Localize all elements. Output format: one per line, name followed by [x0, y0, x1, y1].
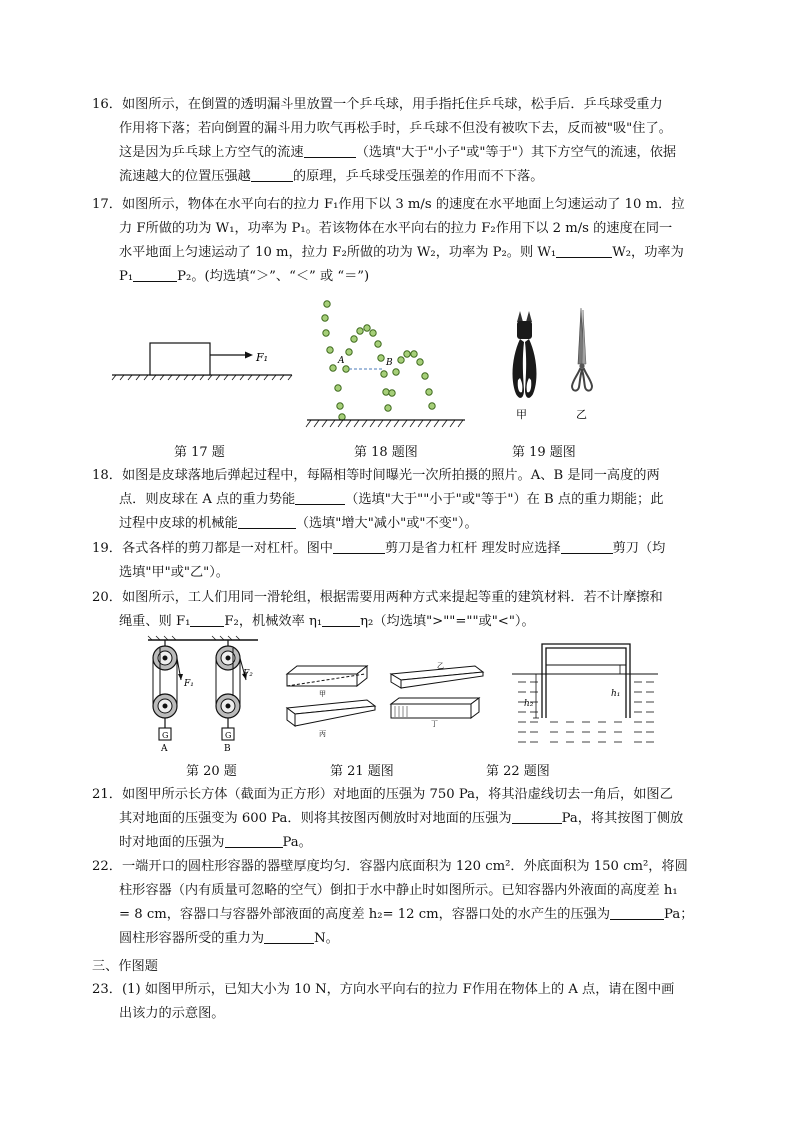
q17-line: P₁ P₂。(均选填“＞”、“＜” 或 “＝”) [92, 265, 704, 289]
q21-blank-1[interactable] [512, 808, 562, 824]
scissors-yi [572, 308, 592, 391]
q18-blank-2[interactable] [238, 513, 296, 529]
figure-21 [285, 660, 485, 745]
question-16 [92, 93, 704, 189]
block [150, 343, 210, 375]
q16-blank-1[interactable] [304, 142, 356, 158]
q18-line: 过程中皮球的机械能 （选填"增大"减小"或"不变"）。 [92, 512, 704, 536]
q22-line: 圆柱形容器所受的重力为 N。 [92, 927, 704, 951]
q19-blank-1[interactable] [333, 538, 385, 554]
q18-line: 18．如图是皮球落地后弹起过程中，每隔相等时间曝光一次所拍摄的照片。A、B 是同一高度的两 [92, 468, 660, 483]
h2-label: h₂ [524, 699, 534, 709]
pulley-system-b [216, 640, 246, 740]
f2-label: F₂ [243, 669, 253, 679]
question-23 [92, 978, 704, 1026]
q20-blank-2[interactable] [322, 611, 360, 627]
question-20 [92, 586, 704, 634]
section-3-heading: 三、作图题 [92, 959, 158, 974]
q19-blank-2[interactable] [561, 538, 613, 554]
figure-19 [498, 306, 608, 426]
q21-line: 21．如图甲所示长方体（截面为正方形）对地面的压强为 750 Pa，将其沿虚线切去一角后，如图乙 [92, 787, 673, 802]
caption-22: 第 22 题图 [486, 764, 550, 779]
caption-18: 第 18 题图 [354, 445, 418, 460]
q17-blank-2[interactable] [133, 266, 177, 282]
q21-blank-2[interactable] [225, 832, 283, 848]
q17-line: 力 F所做的功为 W₁，功率为 P₁。若该物体在水平向右的拉力 F₂作用下以 2 m/s 的速度在同一 [119, 221, 673, 236]
figure-22 [510, 638, 660, 753]
point-a-label: A [338, 356, 345, 366]
figure-18 [305, 296, 470, 431]
label-yi: 乙 [437, 662, 444, 670]
q16-line: 作用将下落；若向倒置的漏斗用力吹气再松手时，乒乓球不但没有被吹下去，反而被"吸"住了。 [119, 121, 672, 136]
q18-line: 点．则皮球在 A 点的重力势能 （选填"大于""小于"或"等于"）在 B 点的重力期能；此 [92, 488, 704, 512]
question-21 [92, 783, 704, 855]
q21-line: 其对地面的压强变为 600 Pa．则将其按图丙侧放时对地面的压强为 Pa，将其按图丁侧放 [92, 807, 704, 831]
caption-20: 第 20 题 [186, 764, 237, 779]
question-19 [92, 537, 704, 585]
label-ding: 丁 [431, 720, 438, 728]
q16-line: 流速越大的位置压强越 的原理，乒乓球受压强差的作用而不下落。 [92, 165, 704, 189]
q22-line: = 8 cm，容器口与容器外部液面的高度差 h₂= 12 cm，容器口处的水产生的压强为 Pa； [92, 903, 704, 927]
q20-line: 绳重、则 F₁ F₂，机械效率 η₁ η₂（均选填">""=""或"<"）。 [92, 610, 704, 634]
h1-label: h₁ [611, 689, 621, 699]
question-17 [92, 193, 704, 289]
q22-blank-1[interactable] [610, 904, 664, 920]
cuboid-ding [391, 698, 479, 718]
figure-20 [140, 636, 280, 756]
q23-line: 23．(1) 如图甲所示，已知大小为 10 N，方向水平向右的拉力 F作用在物体上的 A 点，请在图中画 [92, 982, 675, 997]
weight-label-a: G [162, 731, 169, 740]
caption-17: 第 17 题 [174, 445, 225, 460]
q22-line: 22．一端开口的圆柱形容器的器壁厚度均匀．容器内底面积为 120 cm²．外底面积为 150 cm²，将圆 [92, 859, 688, 874]
q20-line: 20．如图所示，工人们用同一滑轮组，根据需要用两种方式来提起等重的建筑材料．若不计摩擦和 [92, 590, 663, 605]
q22-line: 柱形容器（内有质量可忽略的空气）倒扣于水中静止时如图所示。已知容器内外液面的高度差 h₁ [119, 883, 678, 898]
q16-line: 这是因为乒乓球上方空气的流速 （选填"大于"小子"或"等于"）其下方空气的流速，依据 [92, 141, 704, 165]
caption-19: 第 19 题图 [512, 445, 576, 460]
q17-blank-1[interactable] [556, 242, 612, 258]
q19-line: 选填"甲"或"乙"）。 [119, 565, 229, 580]
question-22 [92, 855, 704, 951]
q18-blank-1[interactable] [295, 489, 345, 505]
f1-label: F₁ [256, 351, 269, 364]
cuboid-jia [287, 666, 367, 686]
q21-line: 时对地面的压强为 Pa。 [92, 831, 704, 855]
label-b: B [224, 744, 231, 754]
q23-line: 出该力的示意图。 [119, 1006, 225, 1021]
caption-21: 第 21 题图 [330, 764, 394, 779]
label-a: A [161, 744, 168, 754]
f1-label: F₁ [184, 679, 194, 689]
pulley-system-a [153, 640, 181, 740]
q16-blank-2[interactable] [251, 166, 293, 182]
label-yi: 乙 [576, 408, 587, 421]
q17-line: 17．如图所示，物体在水平向右的拉力 F₁作用下以 3 m/s 的速度在水平地面上匀速运动了 10 m．拉 [92, 197, 685, 212]
label-jia: 甲 [319, 690, 326, 698]
q19-line: 19．各式各样的剪刀都是一对杠杆。图中 剪刀是省力杠杆 理发时应选择 剪刀（均 [92, 537, 704, 561]
q16-line: 16．如图所示，在倒置的透明漏斗里放置一个乒乓球，用手指托住乒乓球，松手后．乒乓球受重力 [92, 97, 663, 112]
figure-17 [112, 335, 292, 385]
point-b-label: B [386, 358, 393, 368]
q17-line: 水平地面上匀速运动了 10 m，拉力 F₂所做的功为 W₂，功率为 P₂。则 W₁ W₂，功率为 [92, 241, 704, 265]
q22-blank-2[interactable] [264, 928, 314, 944]
scissors-jia [513, 311, 537, 398]
label-jia: 甲 [516, 408, 527, 421]
weight-label-b: G [225, 731, 232, 740]
cuboid-bing [287, 700, 375, 726]
question-18 [92, 464, 704, 536]
q20-blank-1[interactable] [190, 611, 224, 627]
label-bing: 丙 [319, 730, 326, 738]
